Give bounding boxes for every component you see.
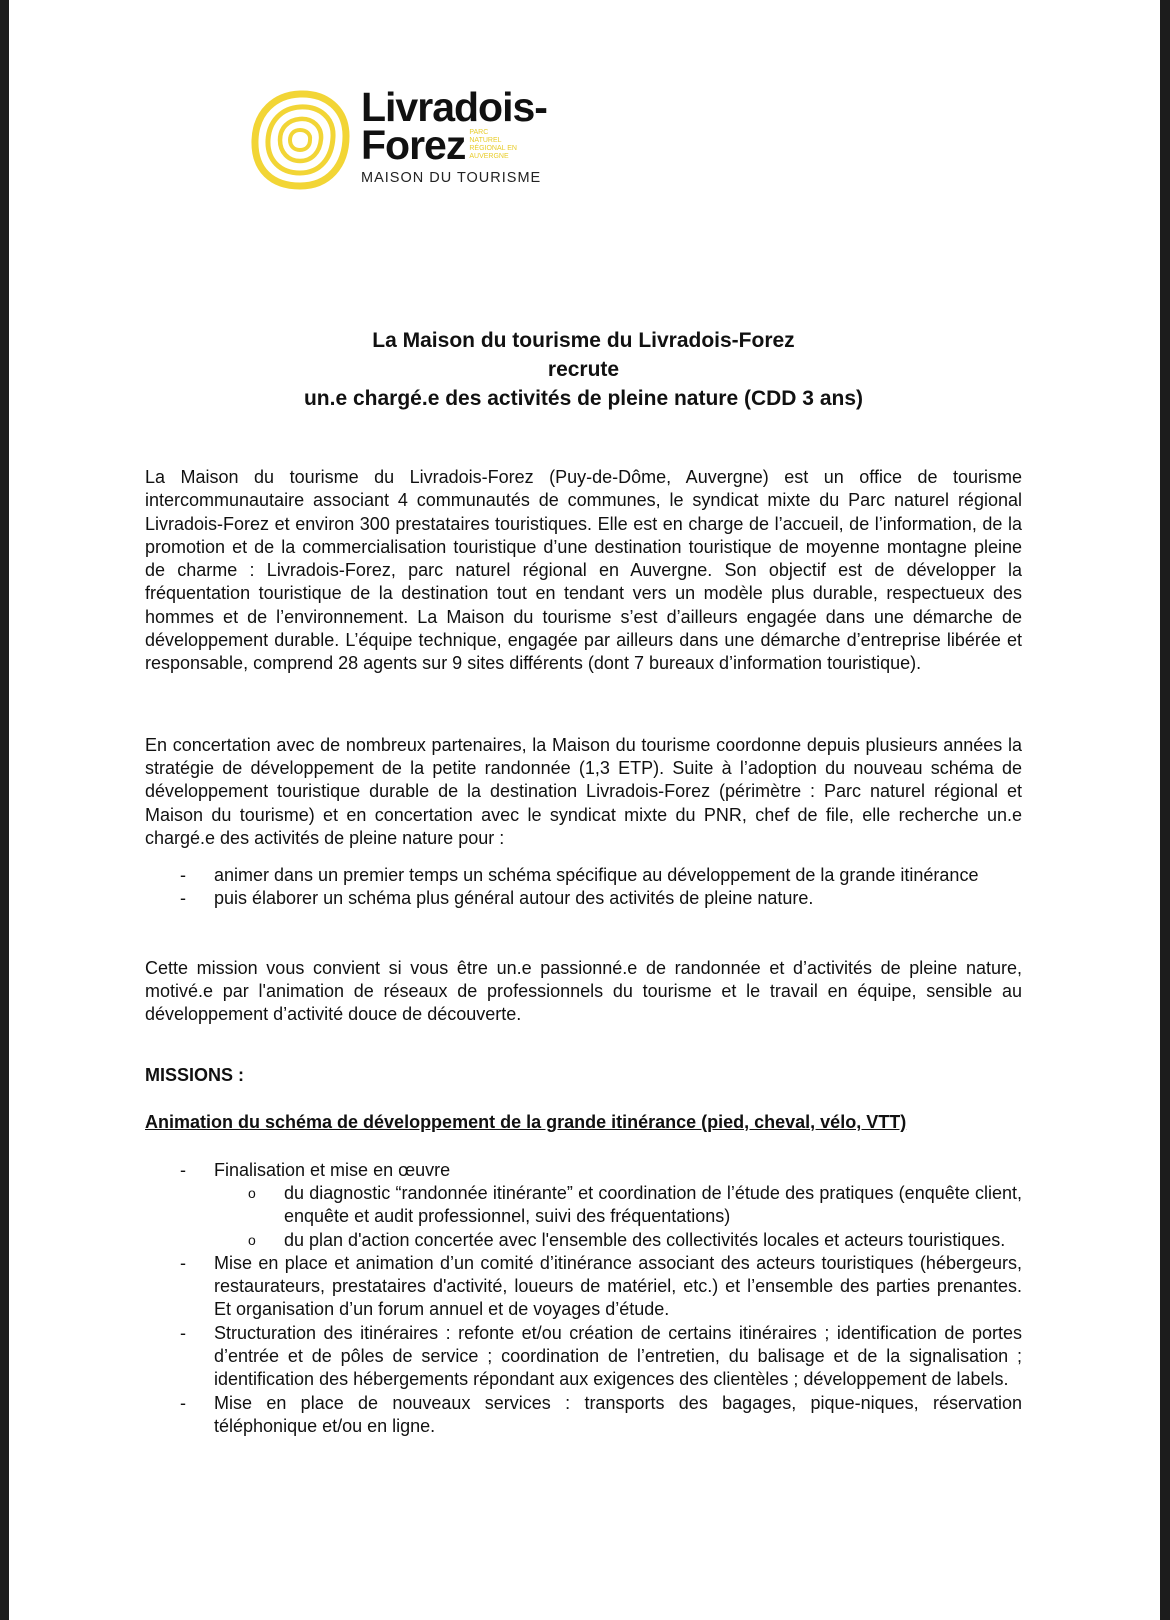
logo-tagline: MAISON DU TOURISME [361, 170, 542, 186]
sub-list-item: o du diagnostic “randonnée itinérante” et coordination de l’étude des pratiques (enquête client, enquête et audit professionnel, suivi des fréquentations) [248, 1182, 1022, 1227]
sub-list-item: o du plan d'action concertée avec l'ensemble des collectivités locales et acteurs touristiques. [248, 1229, 1006, 1250]
profile-paragraph: Cette mission vous convient si vous être un.e passionné.e de randonnée et d’activités de pleine nature, motivé.e par l'animation de réseaux de professionnels du tourisme et le travail en équipe, sensible au développement d’activité douce de découverte. [145, 957, 1022, 1025]
logo [254, 84, 574, 193]
logo-subtitle: PARC NATUREL RÉGIONAL EN AUVERGNE [469, 129, 517, 160]
list-item: - Mise en place de nouveaux services : transports des bagages, pique-niques, réservation téléphonique et/ou en ligne. [180, 1392, 1022, 1436]
list-item: - puis élaborer un schéma plus général autour des activités de pleine nature. [180, 888, 814, 909]
logo-rings-icon [250, 90, 350, 190]
list-item: - animer dans un premier temps un schéma spécifique au développement de la grande itinérance [180, 865, 979, 886]
title-line: recrute [547, 358, 620, 381]
list-item: - Finalisation et mise en œuvre o du diagnostic “randonnée itinérante” et coordination de l’étude des pratiques (enquête client, enquête et audit professionnel, suivi des fréquentations) o du plan d'action concertée avec l'ensemble des collectivités locales et acteurs touristiques. [145, 1159, 1022, 1252]
sub-list [214, 1182, 1022, 1252]
goals-list [145, 864, 1022, 911]
missions-heading: MISSIONS : [145, 1064, 245, 1085]
missions-list [145, 1159, 1022, 1439]
context-paragraph: En concertation avec de nombreux partenaires, la Maison du tourisme coordonne depuis plusieurs années la stratégie de développement de la petite randonnée (1,3 ETP). Suite à l’adoption du nouveau schéma de développement touristique durable de la destination Livradois-Forez (périmètre : Parc naturel régional et Maison du tourisme) et en concertation avec le syndicat mixte du PNR, chef de file, elle recherche un.e chargé.e des activités de pleine nature pour : [145, 734, 1022, 848]
list-item: - Mise en place et animation d’un comité d’itinérance associant des acteurs touristiques (hébergeurs, restaurateurs, prestataires d'activité, loueurs de matériel, etc.) et l’ensemble des parties prenantes. Et organisation d’un forum annuel et de voyages d’étude. [180, 1252, 1022, 1320]
page-title [145, 326, 1022, 413]
list-item: - Structuration des itinéraires : refonte et/ou création de certains itinéraires ; identification de portes d’entrée et de pôles de service ; coordination de l’entretien, du balisage et de la signalisation ; identification des hébergements répondant aux exigences des clientèles ; développement de labels. [180, 1322, 1022, 1390]
title-line: La Maison du tourisme du Livradois-Forez [372, 329, 795, 352]
logo-name-line1: Livradois- [361, 84, 547, 130]
document-body [145, 326, 1022, 1438]
logo-name-line2: Forez [361, 122, 466, 168]
title-line: un.e chargé.e des activités de pleine nature (CDD 3 ans) [303, 387, 863, 410]
section-heading: Animation du schéma de développement de la grande itinérance (pied, cheval, vélo, VTT) [145, 1111, 907, 1132]
document-page [9, 0, 1160, 1620]
intro-paragraph: La Maison du tourisme du Livradois-Forez (Puy-de-Dôme, Auvergne) est un office de tourisme intercommunautaire associant 4 communautés de communes, le syndicat mixte du Parc naturel régional Livradois-Forez et environ 300 prestataires touristiques. Elle est en charge de l’accueil, de l’information, de la promotion et de la commercialisation touristique d’une destination touristique de moyenne montagne pleine de charme : Livradois-Forez, parc naturel régional en Auvergne. Son objectif est de développer la fréquentation touristique de la destination tout en tendant vers un modèle plus durable, respectueux des hommes et de l’environnement. La Maison du tourisme s’est d’ailleurs engagée dans une démarche de développement durable. L’équipe technique, engagée par ailleurs dans une démarche d’entreprise libérée et responsable, comprend 28 agents sur 9 sites différents (dont 7 bureaux d’information touristique). [145, 467, 1022, 674]
